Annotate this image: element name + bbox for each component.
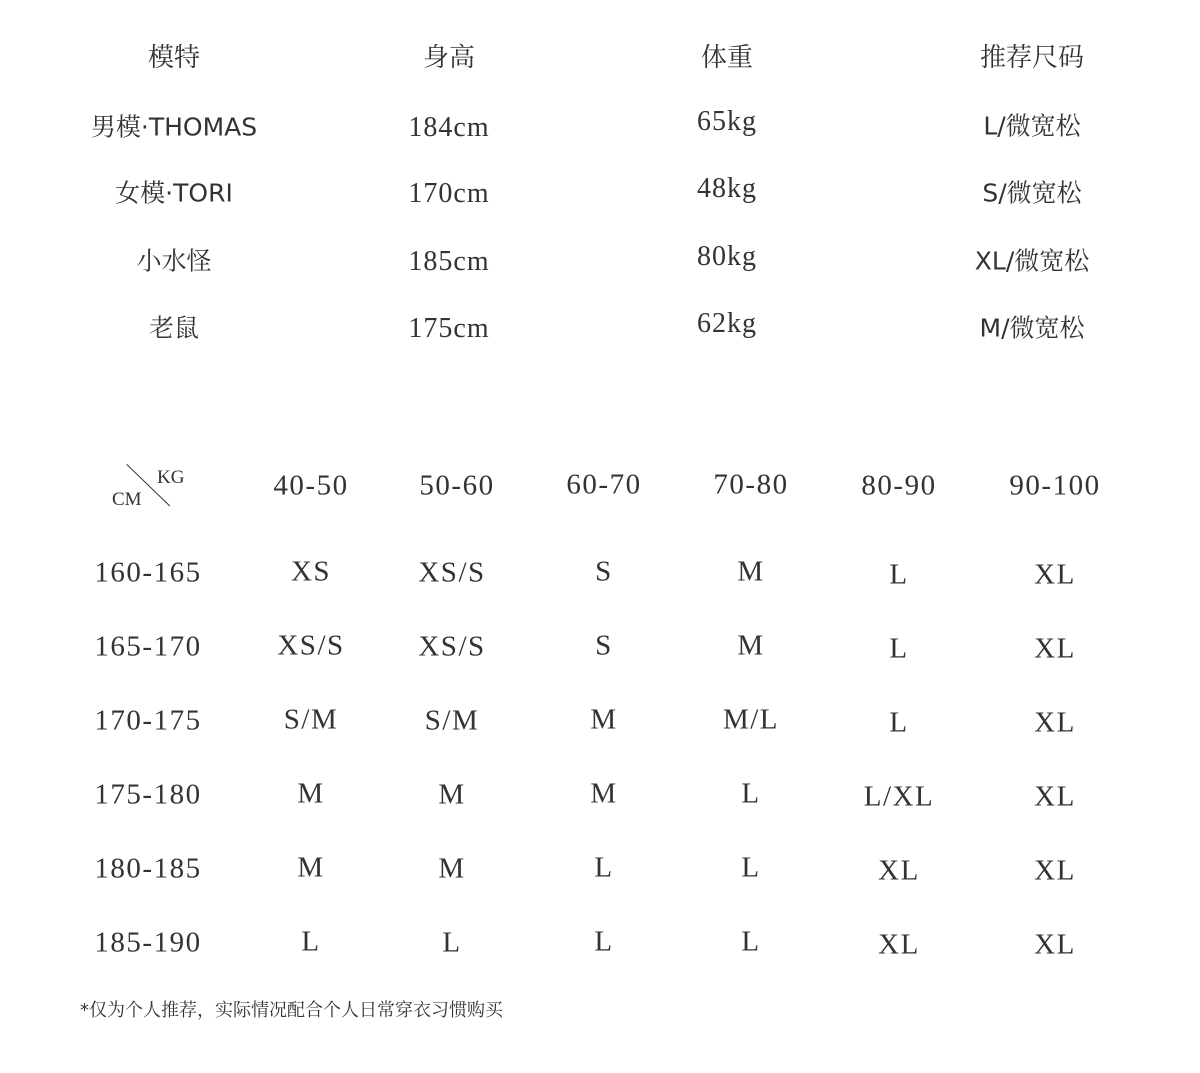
model-name: 老鼠 (148, 313, 200, 343)
weight-range-header: 60-70 (566, 468, 642, 501)
model-weight: 65kg (697, 106, 757, 137)
model-weight: 62kg (697, 308, 757, 339)
model-name: 女模·TORI (115, 178, 233, 208)
size-cell: XL (1034, 706, 1076, 739)
header-recommended-size: 推荐尺码 (979, 43, 1085, 73)
model-height: 170cm (408, 178, 490, 209)
model-height: 185cm (408, 246, 490, 277)
size-cell: M (590, 777, 618, 810)
size-cell: S (595, 555, 613, 588)
header-height: 身高 (422, 43, 476, 73)
height-range-label: 160-165 (94, 556, 202, 589)
corner-weight-label: KG (157, 467, 185, 488)
size-cell: XS/S (418, 556, 486, 589)
height-range-label: 175-180 (94, 778, 202, 811)
model-name: 小水怪 (136, 246, 212, 276)
size-cell: L (741, 777, 761, 810)
size-cell: XS (290, 555, 332, 588)
size-cell: L/XL (863, 780, 935, 813)
size-cell: XL (878, 854, 920, 887)
size-cell: L (442, 926, 462, 959)
size-cell: L (889, 632, 909, 665)
size-cell: M (737, 555, 765, 588)
size-cell: S/M (283, 703, 339, 736)
size-cell: L (594, 925, 614, 958)
header-model: 模特 (147, 43, 201, 73)
size-cell: L (594, 851, 614, 884)
height-range-label: 165-170 (94, 630, 202, 663)
model-size: XL/微宽松 (974, 246, 1090, 276)
size-cell: S (595, 629, 613, 662)
size-cell: L (889, 558, 909, 591)
weight-range-header: 40-50 (273, 469, 349, 502)
size-cell: L (741, 925, 761, 958)
model-size: M/微宽松 (979, 313, 1085, 343)
size-cell: XL (1034, 780, 1076, 813)
model-weight: 80kg (697, 241, 757, 272)
model-weight: 48kg (697, 173, 757, 204)
header-weight: 体重 (700, 43, 754, 73)
model-size: S/微宽松 (982, 178, 1082, 208)
size-cell: L (301, 925, 321, 958)
size-cell: M (438, 852, 466, 885)
size-cell: XL (1034, 558, 1076, 591)
size-cell: XL (1034, 632, 1076, 665)
size-cell: M/L (722, 703, 780, 736)
weight-range-header: 50-60 (419, 469, 495, 502)
weight-range-header: 90-100 (1009, 469, 1101, 502)
size-cell: XL (1034, 928, 1076, 961)
size-cell: XS/S (418, 630, 486, 663)
size-cell: XS/S (277, 629, 345, 662)
model-height: 175cm (408, 313, 490, 344)
size-cell: S/M (424, 704, 480, 737)
model-size: L/微宽松 (983, 111, 1081, 141)
height-range-label: 170-175 (94, 704, 202, 737)
size-cell: L (741, 851, 761, 884)
corner-height-label: CM (112, 489, 142, 510)
size-cell: M (438, 778, 466, 811)
size-cell: M (297, 851, 325, 884)
size-cell: M (297, 777, 325, 810)
model-name: 男模·THOMAS (90, 112, 258, 142)
height-range-label: 180-185 (94, 852, 202, 885)
size-cell: XL (1034, 854, 1076, 887)
footnote: *仅为个人推荐，实际情况配合个人日常穿衣习惯购买 (80, 1000, 503, 1021)
size-cell: M (590, 703, 618, 736)
size-cell: L (889, 706, 909, 739)
size-cell: M (737, 629, 765, 662)
weight-range-header: 70-80 (713, 468, 789, 501)
size-cell: XL (878, 928, 920, 961)
model-height: 184cm (408, 112, 490, 143)
height-range-label: 185-190 (94, 926, 202, 959)
weight-range-header: 80-90 (861, 469, 937, 502)
